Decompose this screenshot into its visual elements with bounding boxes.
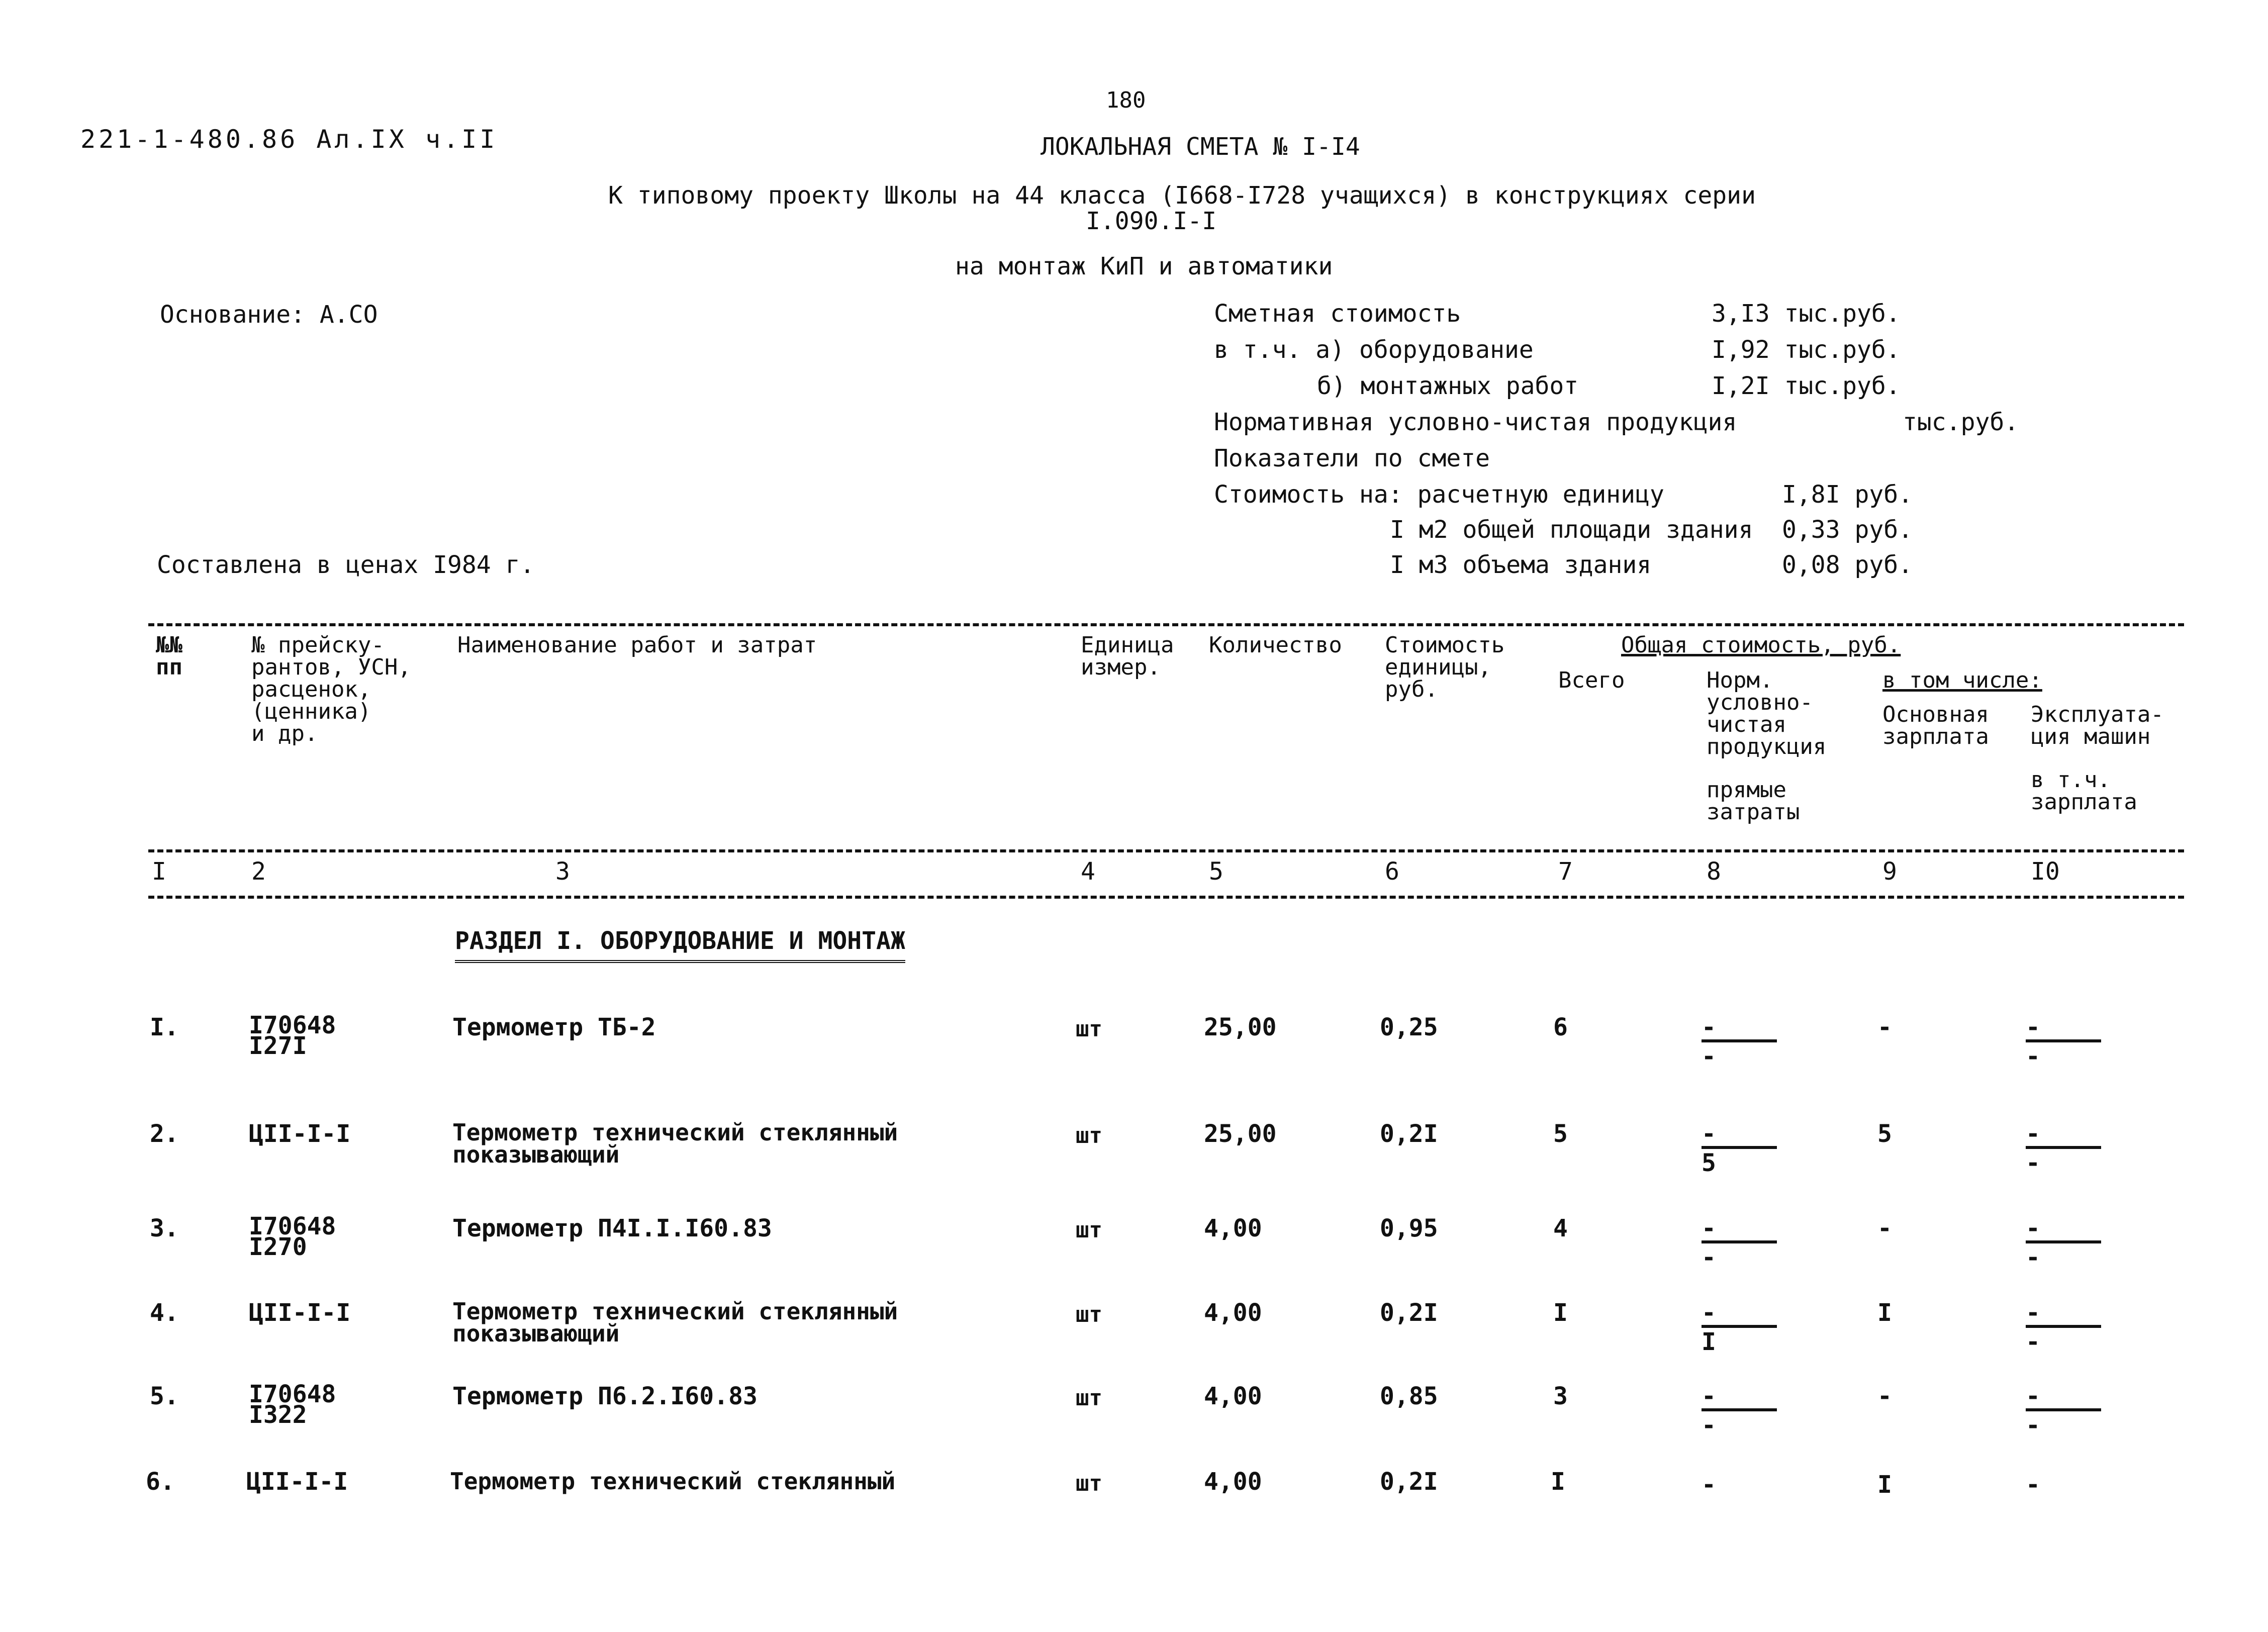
header-col1: №№ пп xyxy=(156,632,182,680)
row-norm-fraction xyxy=(1702,1120,1777,1177)
col-number-10: I0 xyxy=(2031,857,2060,886)
cost-per-m2-label: I м2 общей площади здания xyxy=(1390,516,1753,544)
header-col8: Норм. условно- чистая продукция xyxy=(1707,667,1827,759)
row-machines-bottom: - xyxy=(2026,1328,2040,1356)
row-norm-top: - xyxy=(1702,1301,1777,1328)
document-code: 221-1-480.86 Ал.IX ч.II xyxy=(80,125,498,154)
installation-value: I,2I тыс.руб. xyxy=(1712,372,1901,400)
row-code: ЦII-I-I xyxy=(249,1120,351,1148)
header-col3: Наименование работ и затрат xyxy=(457,632,817,658)
row-total: 4 xyxy=(1553,1214,1568,1242)
col-number-6: 6 xyxy=(1385,857,1399,886)
row-code: I70648 I322 xyxy=(249,1380,336,1429)
compiled-prices: Составлена в ценах I984 г. xyxy=(157,551,535,579)
col-number-7: 7 xyxy=(1558,857,1573,886)
row-norm: - xyxy=(1702,1471,1716,1499)
row-machines-fraction xyxy=(2026,1299,2101,1356)
row-qty: 4,00 xyxy=(1204,1468,1262,1496)
row-machines-top: - xyxy=(2026,1384,2101,1411)
col-number-5: 5 xyxy=(1209,857,1223,886)
row-price: 0,2I xyxy=(1380,1120,1438,1148)
row-unit: шт xyxy=(1076,1471,1102,1496)
subtitle-line3: на монтаж КиП и автоматики xyxy=(955,252,1333,280)
row-salary: - xyxy=(1877,1214,1892,1242)
header-col10: Эксплуата- ция машин xyxy=(2031,702,2164,749)
row-total: 6 xyxy=(1553,1013,1568,1041)
row-norm-top: - xyxy=(1702,1122,1777,1149)
row-qty: 25,00 xyxy=(1204,1013,1277,1041)
section-title: РАЗДЕЛ I. ОБОРУДОВАНИЕ И МОНТАЖ xyxy=(455,929,905,963)
row-code: I70648 I27I xyxy=(249,1011,336,1060)
estimated-cost-value: 3,I3 тыс.руб. xyxy=(1712,300,1901,328)
row-machines-bottom: - xyxy=(2026,1042,2040,1071)
subtitle-line2: I.090.I-I xyxy=(1086,207,1217,235)
header-col6: Стоимость единицы, руб. xyxy=(1385,632,1505,702)
header-top-rule xyxy=(148,623,2184,626)
col-number-1: I xyxy=(152,857,166,886)
row-num: 2. xyxy=(150,1120,179,1148)
row-norm-fraction xyxy=(1702,1214,1777,1272)
row-price: 0,85 xyxy=(1380,1382,1438,1410)
equipment-label: в т.ч. а) оборудование xyxy=(1214,336,1534,364)
row-qty: 4,00 xyxy=(1204,1382,1262,1410)
row-salary: - xyxy=(1877,1013,1892,1041)
subtitle-line1: К типовому проекту Школы на 44 класса (I668-I728 учащихся) в конструкциях серии xyxy=(608,181,1756,210)
cost-per-m2-value: 0,33 руб. xyxy=(1782,516,1913,544)
indicators-label: Показатели по смете xyxy=(1214,444,1490,472)
row-machines-top: - xyxy=(2026,1216,2101,1243)
row-num: 3. xyxy=(150,1214,179,1242)
row-name: Термометр технический стеклянный xyxy=(450,1468,896,1495)
row-price: 0,95 xyxy=(1380,1214,1438,1242)
row-norm-bottom: - xyxy=(1702,1411,1716,1439)
header-bottom-rule xyxy=(148,896,2184,899)
page-number: 180 xyxy=(1106,87,1146,113)
row-num: 5. xyxy=(150,1382,179,1410)
row-name: Термометр ТБ-2 xyxy=(452,1013,656,1041)
col-number-2: 2 xyxy=(251,857,266,886)
header-total-group: Общая стоимость, руб. xyxy=(1621,632,1901,658)
row-code: ЦII-I-I xyxy=(249,1299,351,1327)
row-salary: - xyxy=(1877,1382,1892,1410)
row-unit: шт xyxy=(1076,1302,1102,1327)
row-total: I xyxy=(1553,1299,1568,1327)
row-unit: шт xyxy=(1076,1016,1102,1042)
row-code: I70648 I270 xyxy=(249,1212,336,1261)
document-title: ЛОКАЛЬНАЯ СМЕТА № I-I4 xyxy=(1041,133,1360,161)
row-num: 4. xyxy=(150,1299,179,1327)
row-machines-top: - xyxy=(2026,1301,2101,1328)
cost-per-unit-label: Стоимость на: расчетную единицу xyxy=(1214,481,1664,509)
row-machines-fraction xyxy=(2026,1214,2101,1272)
cost-per-m3-label: I м3 объема здания xyxy=(1390,551,1652,579)
row-unit: шт xyxy=(1076,1123,1102,1148)
col-number-4: 4 xyxy=(1081,857,1095,886)
header-col4: Единица измер. xyxy=(1081,632,1174,680)
header-mid-rule xyxy=(148,849,2184,852)
row-norm-bottom: I xyxy=(1702,1328,1716,1356)
row-machines-fraction xyxy=(2026,1382,2101,1439)
header-col8-direct: прямые затраты xyxy=(1707,777,1800,825)
row-machines-fraction xyxy=(2026,1013,2101,1071)
cost-per-unit-value: I,8I руб. xyxy=(1782,481,1913,509)
row-machines-bottom: - xyxy=(2026,1149,2040,1177)
row-salary: I xyxy=(1877,1471,1892,1499)
row-machines-top: - xyxy=(2026,1122,2101,1149)
installation-label: б) монтажных работ xyxy=(1317,372,1579,400)
header-col10-salary: в т.ч. зарплата xyxy=(2031,767,2137,815)
row-norm-top: - xyxy=(1702,1384,1777,1411)
row-price: 0,2I xyxy=(1380,1468,1438,1496)
row-qty: 4,00 xyxy=(1204,1299,1262,1327)
row-unit: шт xyxy=(1076,1217,1102,1243)
row-code: ЦII-I-I xyxy=(246,1468,348,1496)
row-norm-top: - xyxy=(1702,1216,1777,1243)
row-qty: 25,00 xyxy=(1204,1120,1277,1148)
row-norm-top: - xyxy=(1702,1015,1777,1042)
row-norm-fraction xyxy=(1702,1382,1777,1439)
row-name: Термометр технический стеклянный показывающий xyxy=(452,1119,898,1168)
row-num: I. xyxy=(150,1013,179,1041)
row-total: I xyxy=(1551,1468,1565,1496)
header-col2: № прейску- рантов, УСН, расценок, (ценника) и др. xyxy=(251,632,411,746)
col-number-8: 8 xyxy=(1707,857,1721,886)
row-machines: - xyxy=(2026,1471,2040,1499)
row-machines-bottom: - xyxy=(2026,1243,2040,1272)
basis-text: Основание: А.СО xyxy=(160,301,378,329)
equipment-value: I,92 тыс.руб. xyxy=(1712,336,1901,364)
row-salary: 5 xyxy=(1877,1120,1892,1148)
normative-product-label: Нормативная условно-чистая продукция xyxy=(1214,408,1737,436)
row-norm-bottom: 5 xyxy=(1702,1149,1716,1177)
header-col9: Основная зарплата xyxy=(1882,702,1989,749)
row-name: Термометр П4I.I.I60.83 xyxy=(452,1214,772,1242)
row-name: Термометр технический стеклянный показывающий xyxy=(452,1298,898,1347)
header-col5: Количество xyxy=(1209,632,1342,658)
row-num: 6. xyxy=(146,1468,175,1496)
cost-per-m3-value: 0,08 руб. xyxy=(1782,551,1913,579)
row-total: 3 xyxy=(1553,1382,1568,1410)
row-machines-bottom: - xyxy=(2026,1411,2040,1439)
col-number-3: 3 xyxy=(555,857,570,886)
row-norm-bottom: - xyxy=(1702,1042,1716,1071)
row-price: 0,2I xyxy=(1380,1299,1438,1327)
estimated-cost-label: Сметная стоимость xyxy=(1214,300,1461,328)
row-norm-fraction xyxy=(1702,1299,1777,1356)
normative-product-unit: тыс.руб. xyxy=(1903,408,2019,436)
row-machines-top: - xyxy=(2026,1015,2101,1042)
header-col7: Всего xyxy=(1558,667,1625,693)
row-norm-bottom: - xyxy=(1702,1243,1716,1272)
row-price: 0,25 xyxy=(1380,1013,1438,1041)
header-incl-group: в том числе: xyxy=(1882,667,2042,693)
row-qty: 4,00 xyxy=(1204,1214,1262,1242)
row-norm-fraction xyxy=(1702,1013,1777,1071)
row-unit: шт xyxy=(1076,1385,1102,1411)
row-machines-fraction xyxy=(2026,1120,2101,1177)
row-total: 5 xyxy=(1553,1120,1568,1148)
col-number-9: 9 xyxy=(1882,857,1897,886)
row-name: Термометр П6.2.I60.83 xyxy=(452,1382,758,1410)
row-salary: I xyxy=(1877,1299,1892,1327)
